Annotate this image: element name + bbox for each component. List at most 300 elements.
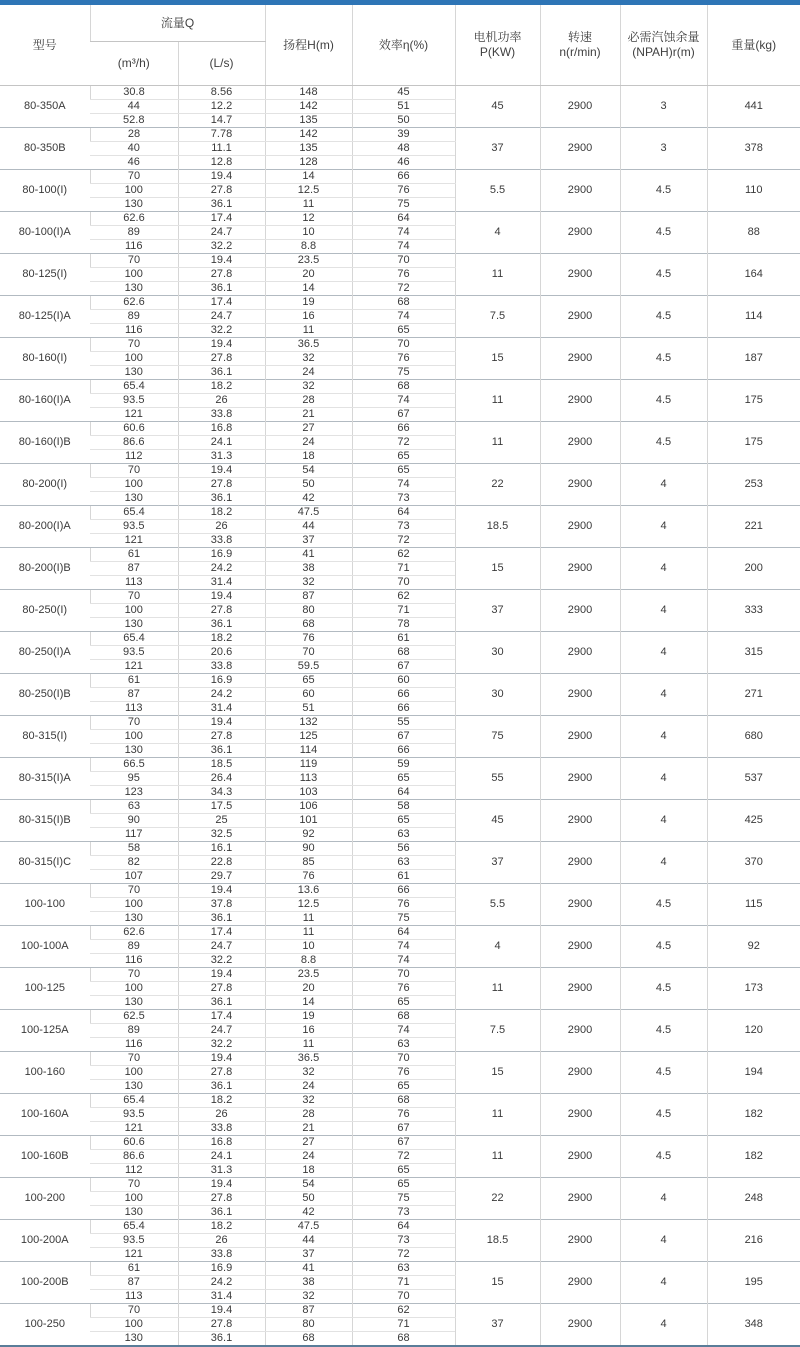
flow-ls-cell: 26.4	[178, 771, 265, 785]
npsh-cell: 4	[620, 715, 707, 757]
head-cell: 135	[265, 113, 352, 127]
model-cell: 80-160(I)A	[0, 379, 90, 421]
table-row	[0, 421, 800, 435]
flow-m3h-cell: 93.5	[90, 393, 178, 407]
header-weight: 重量(kg)	[707, 5, 800, 85]
head-cell: 36.5	[265, 337, 352, 351]
head-cell: 47.5	[265, 1219, 352, 1233]
npsh-cell: 4	[620, 505, 707, 547]
efficiency-cell: 64	[352, 211, 455, 225]
head-cell: 27	[265, 421, 352, 435]
efficiency-cell: 72	[352, 533, 455, 547]
npsh-cell: 4.5	[620, 337, 707, 379]
power-cell: 37	[455, 1303, 540, 1346]
head-cell: 42	[265, 491, 352, 505]
head-cell: 54	[265, 1177, 352, 1191]
flow-ls-cell: 24.2	[178, 1275, 265, 1289]
head-cell: 24	[265, 1079, 352, 1093]
weight-cell: 114	[707, 295, 800, 337]
efficiency-cell: 68	[352, 295, 455, 309]
power-cell: 30	[455, 673, 540, 715]
model-cell: 80-315(I)B	[0, 799, 90, 841]
header-efficiency: 效率η(%)	[352, 5, 455, 85]
head-cell: 11	[265, 925, 352, 939]
head-cell: 37	[265, 1247, 352, 1261]
model-cell: 80-350A	[0, 85, 90, 127]
efficiency-cell: 63	[352, 855, 455, 869]
head-cell: 32	[265, 1093, 352, 1107]
flow-m3h-cell: 116	[124, 953, 143, 966]
efficiency-cell: 76	[352, 897, 455, 911]
flow-m3h-cell: 70	[90, 337, 178, 351]
npsh-cell: 4	[620, 631, 707, 673]
flow-m3h-cell: 60.6	[90, 421, 178, 435]
flow-m3h-cell: 89	[90, 1023, 178, 1037]
flow-m3h-cell: 100	[90, 897, 178, 911]
flow-ls-cell: 8.56	[178, 85, 265, 99]
flow-ls-cell: 36.1	[178, 995, 265, 1009]
efficiency-cell: 71	[352, 1275, 455, 1289]
head-cell: 14	[265, 281, 352, 295]
model-cell: 80-100(I)	[0, 169, 90, 211]
efficiency-cell: 76	[352, 267, 455, 281]
speed-cell: 2900	[540, 631, 620, 673]
efficiency-cell: 63	[352, 1037, 455, 1051]
table-row	[0, 211, 800, 225]
flow-ls-cell: 17.5	[178, 799, 265, 813]
head-cell: 14	[265, 995, 352, 1009]
flow-m3h-cell: 66.5	[90, 757, 178, 771]
npsh-cell: 4	[620, 757, 707, 799]
flow-ls-cell: 19.4	[178, 1177, 265, 1191]
flow-m3h-cell: 46	[127, 155, 140, 168]
flow-ls-cell: 32.2	[178, 953, 265, 967]
head-cell: 90	[265, 841, 352, 855]
npsh-cell: 4	[620, 1177, 707, 1219]
model-cell: 80-100(I)A	[0, 211, 90, 253]
table-row	[0, 1177, 800, 1191]
model-cell: 100-125	[0, 967, 90, 1009]
speed-cell: 2900	[540, 379, 620, 421]
head-cell: 23.5	[265, 253, 352, 267]
head-cell: 20	[265, 267, 352, 281]
flow-ls-cell: 33.8	[178, 659, 265, 673]
flow-ls-cell: 17.4	[178, 295, 265, 309]
weight-cell: 110	[707, 169, 800, 211]
efficiency-cell: 68	[352, 1093, 455, 1107]
flow-m3h-cell: 112	[124, 449, 143, 462]
efficiency-cell: 67	[352, 407, 455, 421]
flow-ls-cell: 31.4	[178, 575, 265, 589]
efficiency-cell: 62	[352, 547, 455, 561]
npsh-cell: 4	[620, 799, 707, 841]
efficiency-cell: 75	[352, 365, 455, 379]
head-cell: 42	[265, 1205, 352, 1219]
efficiency-cell: 66	[352, 687, 455, 701]
flow-ls-cell: 36.1	[178, 743, 265, 757]
power-cell: 11	[455, 1135, 540, 1177]
efficiency-cell: 68	[352, 1009, 455, 1023]
head-cell: 24	[265, 435, 352, 449]
table-body	[0, 85, 800, 1346]
efficiency-cell: 39	[352, 127, 455, 141]
flow-ls-cell: 33.8	[178, 1247, 265, 1261]
flow-m3h-cell: 65.4	[90, 505, 178, 519]
model-cell: 100-160B	[0, 1135, 90, 1177]
flow-m3h-cell: 112	[124, 1163, 143, 1176]
head-cell: 60	[265, 687, 352, 701]
flow-m3h-cell: 61	[90, 547, 178, 561]
flow-m3h-cell: 130	[124, 995, 143, 1008]
weight-cell: 441	[707, 85, 800, 127]
table-row	[0, 1009, 800, 1023]
flow-m3h-cell: 89	[90, 309, 178, 323]
efficiency-cell: 73	[352, 1205, 455, 1219]
flow-ls-cell: 16.8	[178, 421, 265, 435]
head-cell: 92	[265, 827, 352, 841]
flow-m3h-cell: 121	[124, 1247, 143, 1260]
flow-m3h-cell: 130	[124, 491, 143, 504]
flow-ls-cell: 27.8	[178, 1191, 265, 1205]
flow-ls-cell: 19.4	[178, 337, 265, 351]
flow-m3h-cell: 62.6	[90, 925, 178, 939]
flow-ls-cell: 17.4	[178, 1009, 265, 1023]
weight-cell: 378	[707, 127, 800, 169]
head-cell: 44	[265, 1233, 352, 1247]
flow-m3h-cell: 65.4	[90, 631, 178, 645]
flow-ls-cell: 17.4	[178, 925, 265, 939]
flow-ls-cell: 26	[178, 393, 265, 407]
power-cell: 30	[455, 631, 540, 673]
speed-cell: 2900	[540, 337, 620, 379]
flow-ls-cell: 36.1	[178, 617, 265, 631]
header-npsh-line1: 必需汽蚀余量	[627, 29, 700, 44]
flow-m3h-cell: 58	[90, 841, 178, 855]
npsh-cell: 4.5	[620, 169, 707, 211]
head-cell: 10	[265, 225, 352, 239]
speed-cell: 2900	[540, 673, 620, 715]
flow-ls-cell: 33.8	[178, 533, 265, 547]
model-cell: 80-200(I)B	[0, 547, 90, 589]
head-cell: 125	[265, 729, 352, 743]
flow-ls-cell: 24.2	[178, 561, 265, 575]
efficiency-cell: 67	[352, 1135, 455, 1149]
flow-ls-cell: 29.7	[178, 869, 265, 883]
model-cell: 100-160A	[0, 1093, 90, 1135]
head-cell: 16	[265, 309, 352, 323]
flow-ls-cell: 27.8	[178, 603, 265, 617]
speed-cell: 2900	[540, 715, 620, 757]
weight-cell: 216	[707, 1219, 800, 1261]
efficiency-cell: 76	[352, 183, 455, 197]
flow-m3h-cell: 100	[90, 477, 178, 491]
speed-cell: 2900	[540, 295, 620, 337]
model-cell: 80-250(I)A	[0, 631, 90, 673]
head-cell: 76	[265, 631, 352, 645]
flow-ls-cell: 19.4	[178, 967, 265, 981]
head-cell: 101	[265, 813, 352, 827]
npsh-cell: 4	[620, 841, 707, 883]
head-cell: 41	[265, 547, 352, 561]
flow-ls-cell: 18.2	[178, 1093, 265, 1107]
flow-m3h-cell: 65.4	[90, 1219, 178, 1233]
table-header	[0, 5, 800, 85]
power-cell: 4	[455, 211, 540, 253]
npsh-cell: 4.5	[620, 421, 707, 463]
npsh-cell: 4.5	[620, 253, 707, 295]
flow-m3h-cell: 52.8	[123, 113, 145, 126]
speed-cell: 2900	[540, 547, 620, 589]
flow-ls-cell: 18.2	[178, 379, 265, 393]
weight-cell: 194	[707, 1051, 800, 1093]
efficiency-cell: 62	[352, 1303, 455, 1317]
head-cell: 50	[265, 1191, 352, 1205]
npsh-cell: 4.5	[620, 1093, 707, 1135]
efficiency-cell: 55	[352, 715, 455, 729]
flow-ls-cell: 36.1	[178, 365, 265, 379]
table-row	[0, 295, 800, 309]
model-cell: 80-315(I)	[0, 715, 90, 757]
flow-ls-cell: 34.3	[178, 785, 265, 799]
head-cell: 113	[265, 771, 352, 785]
efficiency-cell: 76	[352, 1107, 455, 1121]
header-head: 扬程H(m)	[265, 5, 352, 85]
efficiency-cell: 68	[352, 1331, 455, 1346]
flow-ls-cell: 19.4	[178, 1051, 265, 1065]
head-cell: 18	[265, 449, 352, 463]
speed-cell: 2900	[540, 757, 620, 799]
head-cell: 21	[265, 1121, 352, 1135]
head-cell: 76	[265, 869, 352, 883]
flow-m3h-cell: 130	[124, 743, 143, 756]
power-cell: 11	[455, 967, 540, 1009]
flow-m3h-cell: 121	[124, 533, 143, 546]
efficiency-cell: 48	[352, 141, 455, 155]
flow-ls-cell: 19.4	[178, 589, 265, 603]
flow-ls-cell: 24.2	[178, 687, 265, 701]
flow-ls-cell: 19.4	[178, 253, 265, 267]
power-cell: 11	[455, 379, 540, 421]
flow-m3h-cell: 100	[90, 183, 178, 197]
flow-ls-cell: 24.1	[178, 435, 265, 449]
flow-m3h-cell: 100	[90, 1191, 178, 1205]
flow-m3h-cell: 62.6	[90, 295, 178, 309]
head-cell: 12.5	[265, 183, 352, 197]
flow-m3h-cell: 70	[90, 967, 178, 981]
speed-cell: 2900	[540, 169, 620, 211]
head-cell: 28	[265, 393, 352, 407]
head-cell: 36.5	[265, 1051, 352, 1065]
power-cell: 5.5	[455, 883, 540, 925]
head-cell: 87	[265, 589, 352, 603]
flow-m3h-cell: 93.5	[90, 1107, 178, 1121]
flow-ls-cell: 17.4	[178, 211, 265, 225]
speed-cell: 2900	[540, 925, 620, 967]
npsh-cell: 4	[620, 1261, 707, 1303]
efficiency-cell: 75	[352, 1191, 455, 1205]
header-flow-ls: (L/s)	[178, 41, 265, 85]
table-row	[0, 379, 800, 393]
power-cell: 15	[455, 337, 540, 379]
speed-cell: 2900	[540, 967, 620, 1009]
efficiency-cell: 65	[352, 463, 455, 477]
flow-ls-cell: 27.8	[178, 351, 265, 365]
npsh-cell: 4.5	[620, 1009, 707, 1051]
table-row	[0, 1261, 800, 1275]
speed-cell: 2900	[540, 211, 620, 253]
speed-cell: 2900	[540, 463, 620, 505]
weight-cell: 182	[707, 1135, 800, 1177]
weight-cell: 175	[707, 379, 800, 421]
flow-m3h-cell: 130	[124, 1331, 143, 1344]
flow-ls-cell: 27.8	[178, 1065, 265, 1079]
flow-m3h-cell: 28	[90, 127, 178, 141]
head-cell: 11	[265, 197, 352, 211]
npsh-cell: 4	[620, 1303, 707, 1346]
head-cell: 20	[265, 981, 352, 995]
table-row	[0, 757, 800, 771]
flow-ls-cell: 27.8	[178, 267, 265, 281]
flow-m3h-cell: 121	[124, 659, 143, 672]
efficiency-cell: 64	[352, 1219, 455, 1233]
efficiency-cell: 76	[352, 351, 455, 365]
flow-m3h-cell: 100	[90, 1317, 178, 1331]
model-cell: 80-125(I)A	[0, 295, 90, 337]
efficiency-cell: 71	[352, 561, 455, 575]
header-power	[455, 5, 540, 85]
speed-cell: 2900	[540, 85, 620, 127]
model-cell: 100-200	[0, 1177, 90, 1219]
power-cell: 75	[455, 715, 540, 757]
table-row	[0, 1051, 800, 1065]
efficiency-cell: 50	[352, 113, 455, 127]
power-cell: 15	[455, 1051, 540, 1093]
efficiency-cell: 58	[352, 799, 455, 813]
flow-ls-cell: 27.8	[178, 981, 265, 995]
weight-cell: 187	[707, 337, 800, 379]
head-cell: 85	[265, 855, 352, 869]
flow-ls-cell: 32.5	[178, 827, 265, 841]
speed-cell: 2900	[540, 421, 620, 463]
npsh-cell: 3	[620, 85, 707, 127]
model-cell: 100-250	[0, 1303, 90, 1346]
flow-m3h-cell: 130	[124, 197, 143, 210]
flow-m3h-cell: 100	[90, 729, 178, 743]
flow-ls-cell: 36.1	[178, 281, 265, 295]
table-row	[0, 85, 800, 99]
flow-m3h-cell: 116	[124, 239, 143, 252]
speed-cell: 2900	[540, 1093, 620, 1135]
flow-m3h-cell: 86.6	[90, 1149, 178, 1163]
head-cell: 128	[265, 155, 352, 169]
head-cell: 12	[265, 211, 352, 225]
head-cell: 32	[265, 1065, 352, 1079]
head-cell: 87	[265, 1303, 352, 1317]
npsh-cell: 4.5	[620, 1051, 707, 1093]
flow-ls-cell: 36.1	[178, 197, 265, 211]
efficiency-cell: 65	[352, 1177, 455, 1191]
model-cell: 80-200(I)A	[0, 505, 90, 547]
efficiency-cell: 75	[352, 911, 455, 925]
efficiency-cell: 68	[352, 379, 455, 393]
table-row	[0, 589, 800, 603]
head-cell: 51	[265, 701, 352, 715]
efficiency-cell: 65	[352, 995, 455, 1009]
efficiency-cell: 56	[352, 841, 455, 855]
flow-m3h-cell: 86.6	[90, 435, 178, 449]
model-cell: 80-350B	[0, 127, 90, 169]
table-row	[0, 547, 800, 561]
weight-cell: 537	[707, 757, 800, 799]
flow-ls-cell: 26	[178, 1233, 265, 1247]
flow-ls-cell: 16.1	[178, 841, 265, 855]
flow-m3h-cell: 113	[124, 575, 143, 588]
header-flow: 流量Q	[90, 5, 265, 41]
efficiency-cell: 45	[352, 85, 455, 99]
head-cell: 106	[265, 799, 352, 813]
weight-cell: 680	[707, 715, 800, 757]
flow-m3h-cell: 62.6	[90, 211, 178, 225]
table-row	[0, 337, 800, 351]
head-cell: 28	[265, 1107, 352, 1121]
speed-cell: 2900	[540, 1051, 620, 1093]
flow-ls-cell: 16.9	[178, 547, 265, 561]
efficiency-cell: 60	[352, 673, 455, 687]
flow-m3h-cell: 130	[124, 1205, 143, 1218]
flow-m3h-cell: 82	[90, 855, 178, 869]
flow-ls-cell: 36.1	[178, 911, 265, 925]
table-row	[0, 1093, 800, 1107]
table-row	[0, 967, 800, 981]
flow-ls-cell: 24.7	[178, 1023, 265, 1037]
table-row	[0, 1135, 800, 1149]
flow-m3h-cell: 70	[90, 463, 178, 477]
flow-m3h-cell: 70	[90, 1303, 178, 1317]
weight-cell: 173	[707, 967, 800, 1009]
flow-m3h-cell: 61	[90, 673, 178, 687]
speed-cell: 2900	[540, 1177, 620, 1219]
head-cell: 11	[265, 911, 352, 925]
power-cell: 22	[455, 463, 540, 505]
weight-cell: 115	[707, 883, 800, 925]
flow-m3h-cell: 70	[90, 1051, 178, 1065]
table-row	[0, 1303, 800, 1317]
efficiency-cell: 70	[352, 1289, 455, 1303]
head-cell: 54	[265, 463, 352, 477]
flow-m3h-cell: 89	[90, 939, 178, 953]
model-cell: 100-100A	[0, 925, 90, 967]
flow-m3h-cell: 65.4	[90, 1093, 178, 1107]
head-cell: 24	[265, 365, 352, 379]
efficiency-cell: 72	[352, 1149, 455, 1163]
flow-ls-cell: 37.8	[178, 897, 265, 911]
head-cell: 44	[265, 519, 352, 533]
flow-m3h-cell: 121	[124, 1121, 143, 1134]
head-cell: 68	[265, 1331, 352, 1346]
flow-m3h-cell: 70	[90, 253, 178, 267]
flow-m3h-cell: 113	[124, 1289, 143, 1302]
efficiency-cell: 64	[352, 505, 455, 519]
efficiency-cell: 67	[352, 1121, 455, 1135]
table-row	[0, 631, 800, 645]
table-row	[0, 925, 800, 939]
head-cell: 21	[265, 407, 352, 421]
head-cell: 16	[265, 1023, 352, 1037]
flow-ls-cell: 24.7	[178, 309, 265, 323]
head-cell: 8.8	[265, 953, 352, 967]
flow-m3h-cell: 107	[124, 869, 143, 882]
efficiency-cell: 68	[352, 645, 455, 659]
